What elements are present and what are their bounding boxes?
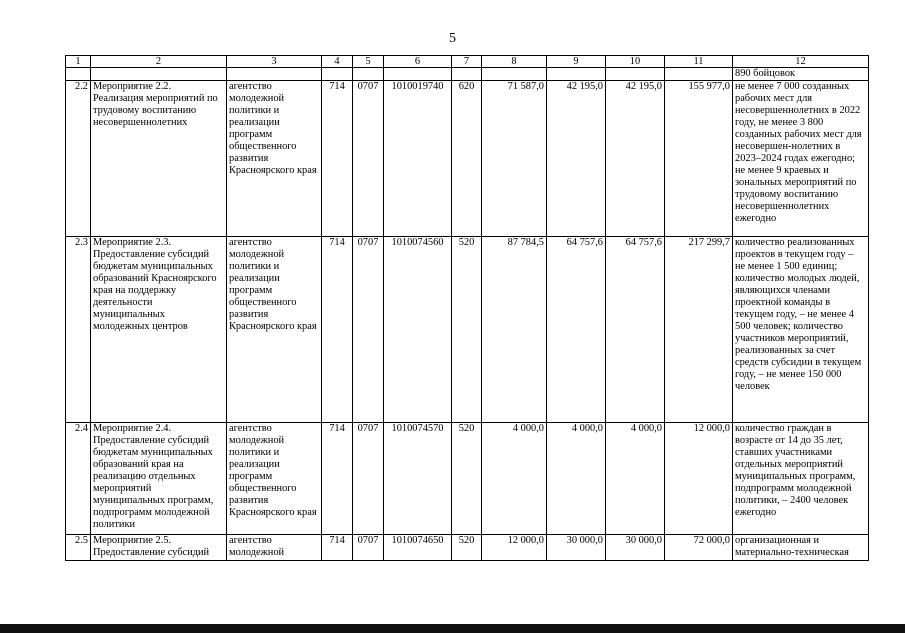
result-cell: количество граждан в возрасте от 14 до 35 лет, ставших участниками отдельных мероприятий муниципальных программ, подпрограмм молодежной политики, – 2400 человек ежегодно xyxy=(733,423,869,535)
executor-cell: агентство молодежной политики и реализации программ общественного развития Красноярского края xyxy=(227,423,322,535)
measure-name: Мероприятие 2.5. Предоставление субсидий xyxy=(91,535,227,561)
column-number: 5 xyxy=(353,56,384,68)
column-number: 10 xyxy=(606,56,665,68)
amount-2023: 64 757,6 xyxy=(547,237,606,423)
table-row xyxy=(66,535,869,561)
result-cell: количество реализованных проектов в текущем году – не менее 1 500 единиц; количество молодых людей, являющихся членами проектной команды в текущем году, – не менее 4 500 человек; количество участников мероприятий, реализованных за счет средств субсидии в текущем году, – не менее 150 000 человек xyxy=(733,237,869,423)
amount-2024: 30 000,0 xyxy=(606,535,665,561)
executor-cell: агентство молодежной xyxy=(227,535,322,561)
table-row xyxy=(66,423,869,535)
executor-cell: агентство молодежной политики и реализации программ общественного развития Красноярского края xyxy=(227,81,322,237)
vr-code: 620 xyxy=(452,81,482,237)
amount-2022: 12 000,0 xyxy=(482,535,547,561)
csr-code: 1010019740 xyxy=(384,81,452,237)
row-number: 2.4 xyxy=(66,423,91,535)
row-number: 2.2 xyxy=(66,81,91,237)
column-number-row xyxy=(66,56,869,68)
rzpr-code: 0707 xyxy=(353,81,384,237)
column-number: 6 xyxy=(384,56,452,68)
grbs-code: 714 xyxy=(322,81,353,237)
csr-code: 1010074650 xyxy=(384,535,452,561)
vr-code: 520 xyxy=(452,535,482,561)
column-number: 1 xyxy=(66,56,91,68)
column-number: 11 xyxy=(665,56,733,68)
amount-total: 217 299,7 xyxy=(665,237,733,423)
csr-code: 1010074560 xyxy=(384,237,452,423)
continued-row xyxy=(66,68,869,81)
column-number: 4 xyxy=(322,56,353,68)
rzpr-code: 0707 xyxy=(353,237,384,423)
vr-code: 520 xyxy=(452,237,482,423)
amount-2024: 64 757,6 xyxy=(606,237,665,423)
grbs-code: 714 xyxy=(322,423,353,535)
amount-2024: 4 000,0 xyxy=(606,423,665,535)
column-number: 12 xyxy=(733,56,869,68)
amount-total: 155 977,0 xyxy=(665,81,733,237)
column-number: 8 xyxy=(482,56,547,68)
amount-2023: 42 195,0 xyxy=(547,81,606,237)
result-cell: не менее 7 000 созданных рабочих мест для несовершеннолетних в 2022 году, не менее 3 800 созданных рабочих мест для несовершен-нолетних в 2023–2024 годах ежегодно; не менее 9 краевых и зональных мероприятий по трудовому воспитанию несовершеннолетних ежегодно xyxy=(733,81,869,237)
measure-name: Мероприятие 2.4. Предоставление субсидий бюджетам муниципальных образований края на реализацию отдельных мероприятий муниципальных программ, подпрограмм молодежной политики xyxy=(91,423,227,535)
page-number: 5 xyxy=(449,31,456,46)
csr-code: 1010074570 xyxy=(384,423,452,535)
scan-edge-band xyxy=(0,624,905,633)
executor-cell: агентство молодежной политики и реализации программ общественного развития Красноярского края xyxy=(227,237,322,423)
amount-2023: 30 000,0 xyxy=(547,535,606,561)
grbs-code: 714 xyxy=(322,237,353,423)
amount-total: 72 000,0 xyxy=(665,535,733,561)
result-cell: организационная и материально-техническая xyxy=(733,535,869,561)
rzpr-code: 0707 xyxy=(353,423,384,535)
column-number: 3 xyxy=(227,56,322,68)
column-number: 7 xyxy=(452,56,482,68)
column-number: 2 xyxy=(91,56,227,68)
amount-2022: 4 000,0 xyxy=(482,423,547,535)
measure-name: Мероприятие 2.2. Реализация мероприятий по трудовому воспитанию несовершеннолетних xyxy=(91,81,227,237)
amount-total: 12 000,0 xyxy=(665,423,733,535)
amount-2022: 71 587,0 xyxy=(482,81,547,237)
row-number: 2.5 xyxy=(66,535,91,561)
vr-code: 520 xyxy=(452,423,482,535)
row-number: 2.3 xyxy=(66,237,91,423)
amount-2022: 87 784,5 xyxy=(482,237,547,423)
table-row xyxy=(66,81,869,237)
amount-2023: 4 000,0 xyxy=(547,423,606,535)
rzpr-code: 0707 xyxy=(353,535,384,561)
table-row xyxy=(66,237,869,423)
measure-name: Мероприятие 2.3. Предоставление субсидий бюджетам муниципальных образований Красноярского края на поддержку деятельности муниципальных молодежных центров xyxy=(91,237,227,423)
amount-2024: 42 195,0 xyxy=(606,81,665,237)
column-number: 9 xyxy=(547,56,606,68)
grbs-code: 714 xyxy=(322,535,353,561)
program-measures-table xyxy=(65,55,869,561)
result-cell: 890 бойцовок xyxy=(733,68,869,81)
